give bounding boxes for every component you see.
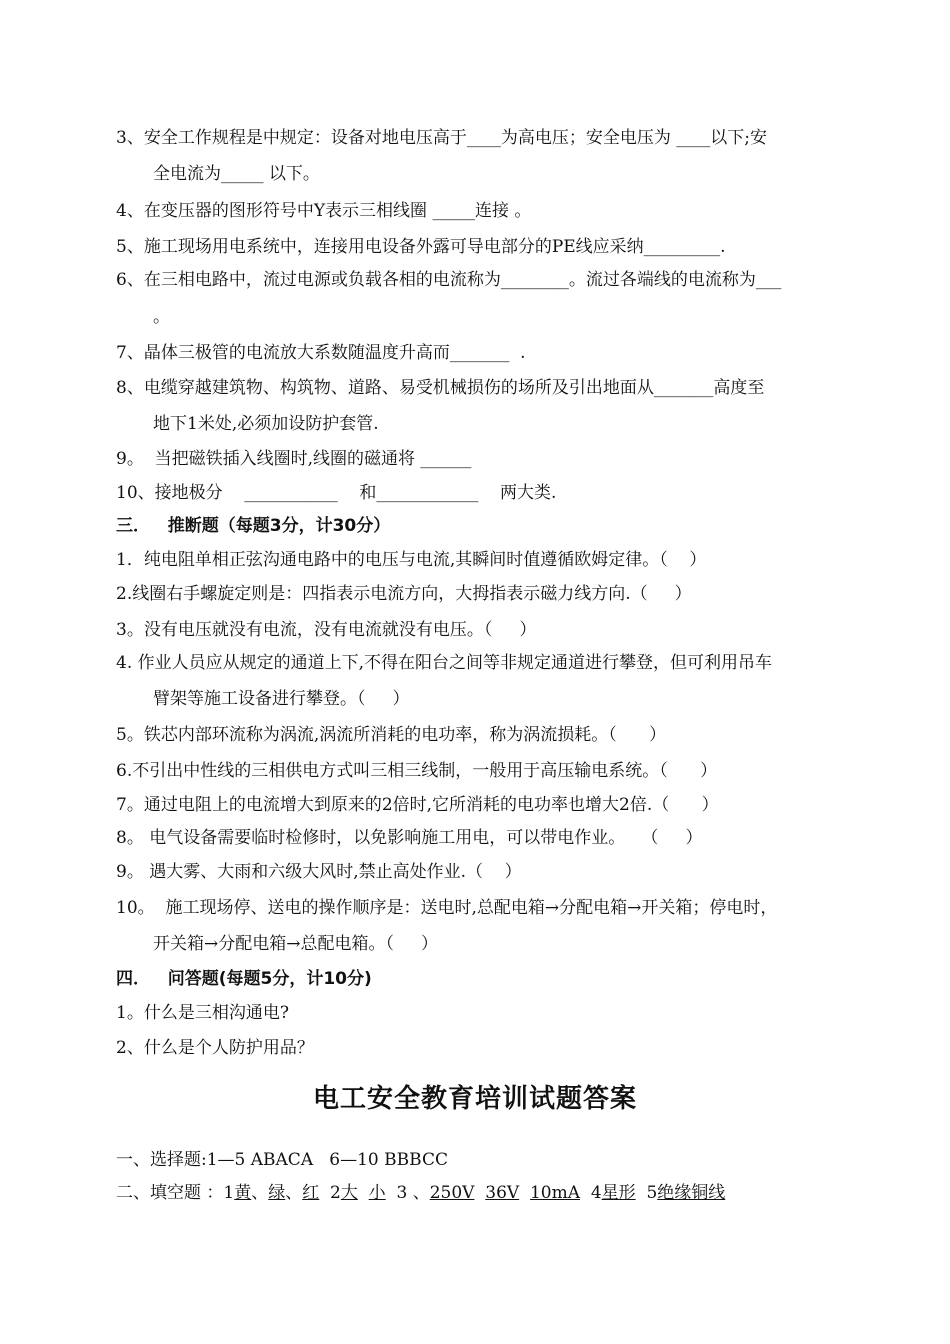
answer-separator: 4 [580, 1183, 602, 1203]
judgement-question: 9。 遇大雾、大雨和六级大风时,禁止高处作业.（ ） [116, 862, 522, 882]
answer-fill-prefix: 二、填空题 ：1 [116, 1183, 235, 1203]
fill-question-continued: 全电流为_____ 以下。 [153, 164, 320, 184]
fill-question-continued: 。 [153, 307, 170, 327]
answer-underlined: 绝缘铜线 [657, 1183, 726, 1203]
judgement-question: 2.线圈右手螺旋定则是：四指表示电流方向，大拇指表示磁力线方向.（ ） [116, 584, 692, 604]
answer-separator: 3 、 [385, 1183, 430, 1203]
qa-question: 2、什么是个人防护用品？ [116, 1038, 314, 1058]
fill-question: 5、施工现场用电系统中，连接用电设备外露可导电部分的PE线应采纳_________. [116, 237, 726, 257]
judgement-question: 6.不引出中性线的三相供电方式叫三相三线制，一般用于高压输电系统。（ ） [116, 761, 718, 781]
fill-question: 4、在变压器的图形符号中Y表示三相线圈 _____连接 。 [116, 201, 532, 221]
judgement-question: 4. 作业人员应从规定的通道上下,不得在阳台之间等非规定通道进行攀登，但可利用吊车 [116, 653, 773, 673]
judgement-question: 8。 电气设备需要临时检修时，以免影响施工用电，可以带电作业。 （ ） [116, 828, 703, 848]
fill-question: 8、电缆穿越建筑物、构筑物、道路、易受机械损伤的场所及引出地面从_______高度至 [116, 378, 765, 398]
answer-separator: 、 [251, 1183, 269, 1203]
answer-underlined: 星形 [601, 1183, 636, 1203]
answer-underlined: 小 [368, 1183, 386, 1203]
fill-question: 10、接地极分 ___________ 和____________ 两大类. [116, 483, 557, 503]
answer-underlined: 10mA [529, 1183, 581, 1203]
fill-question: 6、在三相电路中，流过电源或负载各相的电流称为________。流过各端线的电流称为___ [116, 270, 782, 290]
answer-underlined: 绿 [268, 1183, 286, 1203]
answer-underlined: 红 [302, 1183, 320, 1203]
answer-underlined: 36V [485, 1183, 520, 1203]
fill-question: 3、安全工作规程是中规定：设备对地电压高于____为高电压；安全电压为 ____以下;安 [116, 128, 767, 148]
section-heading: 三． 推断题（每题3分，计30分） [116, 516, 391, 536]
judgement-question: 1．纯电阻单相正弦沟通电路中的电压与电流,其瞬间时值遵循欧姆定律。（ ） [116, 550, 707, 570]
judgement-question: 7。通过电阻上的电流增大到原来的2倍时,它所消耗的电功率也增大2倍.（ ） [116, 795, 719, 815]
qa-question: 1。什么是三相沟通电? [116, 1003, 289, 1023]
section-heading: 四． 问答题(每题5分，计10分) [116, 969, 372, 989]
fill-question: 9。 当把磁铁插入线圈时,线圈的磁通将 ______ [116, 449, 472, 469]
answer-choice: 一、选择题:1—5 ABACA 6—10 BBBCC [116, 1150, 448, 1170]
answer-separator [519, 1183, 530, 1203]
answer-title: 电工安全教育培训试题答案 [312, 1084, 637, 1114]
answer-separator [474, 1183, 485, 1203]
judgement-question-continued: 臂架等施工设备进行攀登。（ ） [153, 689, 410, 709]
judgement-question-continued: 开关箱→分配电箱→总配电箱。（ ） [153, 934, 439, 954]
answer-underlined: 大 [340, 1183, 358, 1203]
fill-question-continued: 地下1米处,必须加设防护套管. [153, 414, 379, 434]
fill-question: 7、晶体三极管的电流放大系数随温度升高而_______ . [116, 343, 526, 363]
answer-underlined: 黄 [234, 1183, 252, 1203]
answer-separator: 2 [319, 1183, 341, 1203]
judgement-question: 10。 施工现场停、送电的操作顺序是：送电时,总配电箱→分配电箱→开关箱；停电时， [116, 898, 778, 918]
answer-fill [116, 1182, 725, 1204]
answer-separator: 、 [285, 1183, 303, 1203]
answer-separator [358, 1183, 369, 1203]
judgement-question: 3。没有电压就没有电流，没有电流就没有电压。（ ） [116, 620, 537, 640]
answer-underlined: 250V [429, 1183, 475, 1203]
judgement-question: 5。铁芯内部环流称为涡流,涡流所消耗的电功率，称为涡流损耗。（ ） [116, 725, 667, 745]
answer-separator: 5 [635, 1183, 658, 1203]
